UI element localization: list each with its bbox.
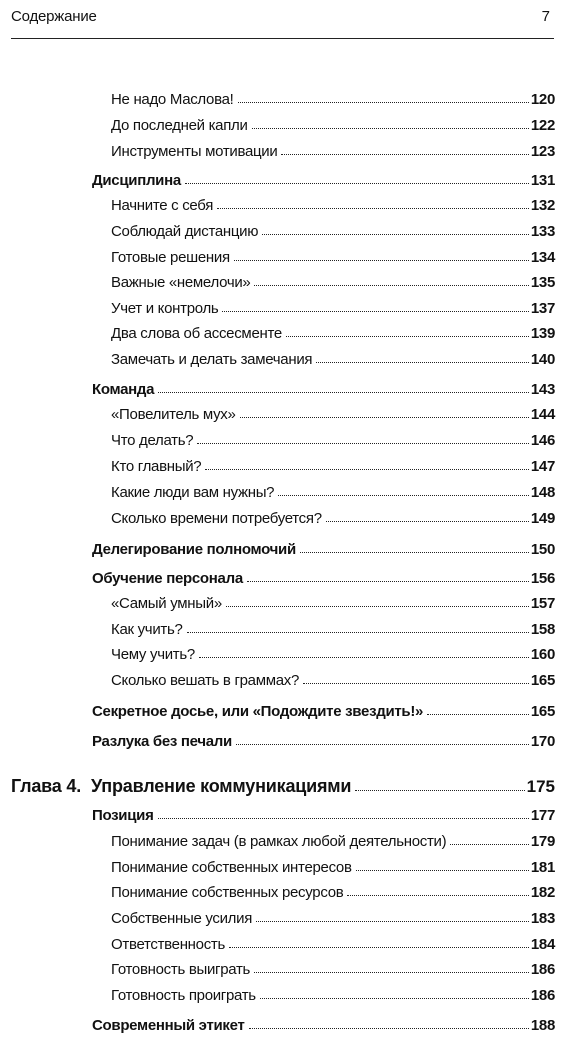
dot-leader <box>281 154 528 155</box>
toc-entry-title: Сколько времени потребуется? <box>111 510 322 527</box>
toc-entry-page: 139 <box>530 325 555 342</box>
toc-entry-title: Понимание собственных ресурсов <box>111 884 344 901</box>
toc-entry-page: 123 <box>530 143 555 160</box>
toc-subsection <box>111 112 555 134</box>
toc-entry-title: Учет и контроль <box>111 300 219 317</box>
toc-entry-title: Как учить? <box>111 621 183 638</box>
toc-entry-title: Замечать и делать замечания <box>111 351 313 368</box>
toc-entry-page: 120 <box>530 91 555 108</box>
toc-entry-title <box>11 776 353 797</box>
toc-entry-page: 160 <box>530 646 555 663</box>
toc-subsection <box>111 427 555 449</box>
toc-entry-title: Современный этикет <box>92 1017 245 1034</box>
dot-leader <box>262 234 529 235</box>
dot-leader <box>197 443 529 444</box>
toc-entry-page: 186 <box>530 987 555 1004</box>
dot-leader <box>185 183 529 184</box>
dot-leader <box>247 581 529 582</box>
dot-leader <box>326 521 529 522</box>
dot-leader <box>254 285 528 286</box>
toc-entry-page: 182 <box>530 884 555 901</box>
toc-subsection <box>111 641 555 663</box>
toc-entry-title: Секретное досье, или «Подождите звездить!» <box>92 703 424 720</box>
dot-leader <box>217 208 529 209</box>
toc-entry-title: Соблюдай дистанцию <box>111 223 259 240</box>
dot-leader <box>256 921 529 922</box>
toc-entry-title: Что делать? <box>111 432 194 449</box>
dot-leader <box>286 336 529 337</box>
toc-entry-title: Чему учить? <box>111 646 195 663</box>
toc-entry-title: «Самый умный» <box>111 595 222 612</box>
toc-entry-title: Два слова об ассесменте <box>111 325 282 342</box>
toc-entry-page: 165 <box>530 672 555 689</box>
toc-entry-page: 149 <box>530 510 555 527</box>
toc-entry-page: 137 <box>530 300 555 317</box>
toc-subsection <box>111 401 555 423</box>
dot-leader <box>427 714 529 715</box>
toc-entry-title: Собственные усилия <box>111 910 253 927</box>
toc-entry-page: 150 <box>530 541 555 558</box>
toc-entry-page: 175 <box>526 777 555 796</box>
dot-leader <box>355 790 524 791</box>
dot-leader <box>278 495 529 496</box>
toc-subsection <box>111 269 555 291</box>
toc-subsection <box>111 931 555 953</box>
chapter-title: Управление коммуникациями <box>91 776 352 796</box>
toc-subsection <box>111 346 555 368</box>
toc-section <box>92 1012 555 1034</box>
toc-entry-title: Позиция <box>92 807 154 824</box>
toc-chapter <box>11 771 555 797</box>
toc-entry-title: Обучение персонала <box>92 570 243 587</box>
toc-subsection <box>111 879 555 901</box>
chapter-label: Глава 4. <box>11 776 82 796</box>
toc-entry-page: 147 <box>530 458 555 475</box>
toc-subsection <box>111 192 555 214</box>
toc-entry-page: 156 <box>530 570 555 587</box>
toc-entry-title: Сколько вешать в граммах? <box>111 672 300 689</box>
toc-entry-title: Готовые решения <box>111 249 230 266</box>
dot-leader <box>158 818 529 819</box>
toc-entry-page: 140 <box>530 351 555 368</box>
toc-entry-title: Не надо Маслова! <box>111 91 234 108</box>
toc-section <box>92 376 555 398</box>
toc-entry-page: 183 <box>530 910 555 927</box>
toc-section <box>92 167 555 189</box>
toc-subsection <box>111 982 555 1004</box>
toc-subsection <box>111 854 555 876</box>
toc-subsection <box>111 505 555 527</box>
toc-entry-title: Команда <box>92 381 155 398</box>
toc-entry-title: Делегирование полномочий <box>92 541 296 558</box>
toc-entry-page: 143 <box>530 381 555 398</box>
toc-entry-page: 157 <box>530 595 555 612</box>
toc-entry-title: «Повелитель мух» <box>111 406 236 423</box>
toc-entry-title: До последней капли <box>111 117 248 134</box>
toc-subsection <box>111 667 555 689</box>
toc-subsection <box>111 320 555 342</box>
dot-leader <box>347 895 528 896</box>
toc-section <box>92 698 555 720</box>
toc-entry-page: 179 <box>530 833 555 850</box>
toc-entry-page: 177 <box>530 807 555 824</box>
toc-entry-page: 134 <box>530 249 555 266</box>
dot-leader <box>260 998 529 999</box>
toc-entry-title: Понимание собственных интересов <box>111 859 352 876</box>
toc-section <box>92 728 555 750</box>
toc-subsection <box>111 590 555 612</box>
toc-entry-title: Понимание задач (в рамках любой деятельности) <box>111 833 447 850</box>
running-title: Содержание <box>11 8 97 25</box>
toc-entry-title: Ответственность <box>111 936 225 953</box>
toc-subsection <box>111 828 555 850</box>
toc-subsection <box>111 138 555 160</box>
dot-leader <box>234 260 529 261</box>
dot-leader <box>249 1028 529 1029</box>
dot-leader <box>252 128 529 129</box>
toc-subsection <box>111 295 555 317</box>
toc-entry-page: 132 <box>530 197 555 214</box>
dot-leader <box>316 362 529 363</box>
toc-subsection <box>111 956 555 978</box>
toc-entry-title: Разлука без печали <box>92 733 232 750</box>
toc-entry-page: 165 <box>530 703 555 720</box>
dot-leader <box>236 744 529 745</box>
dot-leader <box>199 657 529 658</box>
toc-subsection <box>111 218 555 240</box>
toc-subsection <box>111 616 555 638</box>
toc-subsection <box>111 905 555 927</box>
dot-leader <box>226 606 529 607</box>
dot-leader <box>187 632 529 633</box>
dot-leader <box>240 417 529 418</box>
toc-entry-title: Инструменты мотивации <box>111 143 278 160</box>
toc-entry-page: 184 <box>530 936 555 953</box>
toc-entry-page: 144 <box>530 406 555 423</box>
toc-subsection <box>111 86 555 108</box>
toc-entry-page: 158 <box>530 621 555 638</box>
toc-entry-page: 131 <box>530 172 555 189</box>
running-head <box>11 0 554 39</box>
toc-entry-title: Готовность проиграть <box>111 987 256 1004</box>
dot-leader <box>222 311 528 312</box>
toc-entry-page: 181 <box>530 859 555 876</box>
toc-entry-title: Дисциплина <box>92 172 181 189</box>
toc-entry-title: Готовность выиграть <box>111 961 251 978</box>
toc-entry-page: 122 <box>530 117 555 134</box>
toc-entry-page: 146 <box>530 432 555 449</box>
dot-leader <box>450 844 529 845</box>
toc-subsection <box>111 244 555 266</box>
dot-leader <box>229 947 529 948</box>
toc-entry-page: 170 <box>530 733 555 750</box>
dot-leader <box>254 972 529 973</box>
dot-leader <box>205 469 529 470</box>
dot-leader <box>303 683 529 684</box>
dot-leader <box>356 870 529 871</box>
toc-entry-title: Какие люди вам нужны? <box>111 484 275 501</box>
toc-subsection <box>111 453 555 475</box>
toc-entry-page: 188 <box>530 1017 555 1034</box>
dot-leader <box>158 392 529 393</box>
dot-leader <box>238 102 529 103</box>
toc-entry-title: Кто главный? <box>111 458 202 475</box>
page-number: 7 <box>541 8 550 25</box>
toc-entry-title: Начните с себя <box>111 197 214 214</box>
toc-entry-page: 186 <box>530 961 555 978</box>
dot-leader <box>300 552 529 553</box>
toc-subsection <box>111 479 555 501</box>
toc-section <box>92 536 555 558</box>
toc-entry-page: 135 <box>530 274 555 291</box>
toc-entry-page: 148 <box>530 484 555 501</box>
toc-entry-page: 133 <box>530 223 555 240</box>
toc-entry-title: Важные «немелочи» <box>111 274 251 291</box>
toc-section <box>92 802 555 824</box>
toc-section <box>92 565 555 587</box>
